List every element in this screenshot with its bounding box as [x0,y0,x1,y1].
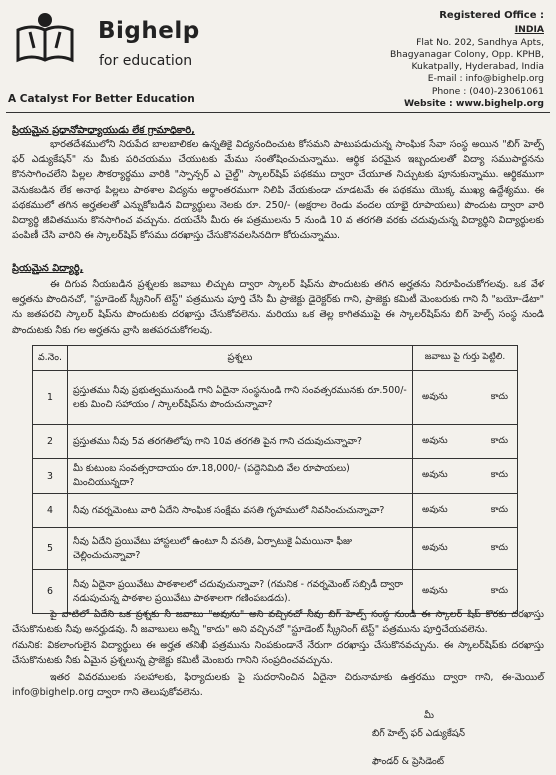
row-question: ప్రస్తుతము నీవు 5వ తరగతిలోపు గాని 10వ తరగతి పైన గాని చదువుచున్నావా? [67,425,412,459]
table-header-row [33,346,518,371]
header-divider [6,112,550,113]
row-number: 2 [33,425,68,459]
row-number: 6 [33,570,68,614]
no-option[interactable]: కాదు [490,470,508,480]
table-row [33,459,518,494]
no-option[interactable]: కాదు [490,504,508,515]
no-option[interactable]: కాదు [490,585,508,596]
no-option[interactable]: కాదు [490,391,508,402]
office-line2: Bhagyanagar Colony, Opp. KPHB, [389,48,544,60]
header-answer: జవాబు పై గుర్తు పెట్టిలి. [413,346,518,371]
office-title: Registered Office : [439,10,544,21]
row-question: మీ కుటుంబ సంవత్సరాదాయం రూ.18,000/- (పద్దెనిమిది వేల రూపాయలు) మించియున్నదా? [67,459,412,494]
office-email[interactable]: E-mail : info@bighelp.org [427,73,544,85]
no-option[interactable]: కాదు [490,435,508,446]
row-question: నీవు ఏదైనా ప్రయివేటు పాఠశాలలో చదువుచున్నావా? (గమనిక - గవర్నమెంట్ సబ్సిడీ ద్వారా నడుపుచున్న పాఠశాల ప్రయివేటు పాఠశాలగా గణింపబడదు). [67,570,412,614]
header-questions: ప్రశ్నలు [67,346,412,371]
row-number: 1 [33,371,68,425]
yes-option[interactable]: అవును [422,391,448,402]
book-logo-icon [14,8,76,66]
row-question: ప్రస్తుతము నీవు ప్రభుత్వమునుండి గాని ఏదైనా సంస్థనుండి గాని సంవత్సరమునకు రూ.500/- లకు మించి సహాయం / స్కాలర్‌షిప్‌ను పొందుచున్నావా? [67,371,412,425]
note-paragraph: గమనిక: వికలాంగులైన విద్యార్థులు ఈ అర్హత తనిఖీ పత్రమును నింపకుండానే నేరుగా దరఖాస్తు చేసుకొనవచ్చును. ఈ స్కాలర్‌షిప్‌కు దరఖాస్తు చేసుకొనుటకు నీకు ఏమైన ప్రశ్నలున్న ప్రాజెక్టు కమిటీ మెంబరు గానిని సంప్రదించవచ్చును. [12,640,544,667]
office-country: INDIA [514,24,544,36]
yes-option[interactable]: అవును [422,542,448,553]
signature-title: ఫౌండర్ & ప్రెసిడెంట్ [372,756,444,767]
contact-paragraph: ఇతర వివరములకు సలహాలకు, ఫిర్యాదులకు పై సుదరానించిన ఏదైనా చిరునామాకు ఉత్తరము ద్వారా గాని, ఈ-మెయిల్ info@bighelp.org ద్వారా గాని తెలుపుకోవలెను. [12,672,544,699]
intro-paragraph: భారతదేశములోని నిరుపేద బాలబాలికల ఉన్నతికై విద్యనందించుట కోసమని పాటుపడుచున్న సాంఘిక సేవా సంస్థ అయిన "బిగ్ హెల్ప్ ఫర్ ఎడ్యుకేషన్" ను మీకు పరిచయము చేయుటకు మేము సంతోషించుచున్నాము. ఆర్థిక పరమైన ఇబ్బందులతో విద్యా సముపార్జనను కొనసాగించలేని పిల్లల సౌకర్యార్థము వారికి "స్పాన్సర్ ఎ చైల్డ్" స్కాలర్‌షిప్ పథకము ద్వారా చేయూత నిచ్చుటకు పూనుకున్నాము. ఆర్థికముగా వెనుకబడిన లేక అనాథ పిల్లలు పాఠశాల విద్యను అర్థాంతరముగా నిలిపి వేయకుండా చూడటమే ఈ పథకము యొక్క ముఖ్య ఉద్దేశ్యము. ఈ పథకములో తగిన అర్హతలతో ఎన్నుకోబడిన విద్యార్థులు నెలకు రూ. 250/- (అక్షరాల రెండు వందల యాభై రూపాయలు) పొందుట ద్వారా వారి విద్యార్థి జీవితమును కొనసాగించ వచ్చును. దయచేసి మీరు ఈ పత్రములను 5 నుండి 10 వ తరగతి వరకు చదువుచున్న విద్యార్థిని విద్యార్థులకు పంపిణీ చేసి వారిని ఈ స్కాలర్‌షిప్ కోసము దరఖాస్తు చేసుకొనవలసినదిగా కోరుచున్నాము. [12,139,544,242]
office-address [324,10,544,110]
yes-option[interactable]: అవును [422,435,448,446]
signature-org: బిగ్ హెల్ప్ ఫర్ ఎడ్యుకేషన్ [372,728,466,739]
row-number: 3 [33,459,68,494]
brand-subtitle: for education [99,53,193,69]
no-option[interactable]: కాదు [490,542,508,553]
office-phone: Phone : (040)-23061061 [431,85,544,97]
office-website[interactable]: Website : www.bighelp.org [403,98,544,110]
eligibility-paragraph: పై వాటిలో ఏదేని ఒక ప్రశ్నకు నీ జవాబు "అవును" అని వచ్చినచో నీవు బిగ్ హెల్ప్ సంస్థ నుండి ఈ స్కాలర్ షిప్ కొరకు దరఖాస్తు చేసుకొనుటకు నీవు అనర్హుడవు. నీ జవాబులు అన్నీ "కాదు" అని వచ్చినచో "స్టూడెంట్ స్క్రీనింగ్ టెస్ట్" పత్రమును పూర్తిచేయవలెను. [12,609,544,636]
tagline: A Catalyst For Better Education [8,93,195,105]
table-row [33,528,518,570]
brand-name: Bighelp [98,18,200,44]
instruction-paragraph: ఈ దిగువ నీయబడిన ప్రశ్నలకు జవాబు లిచ్చుట ద్వారా స్కాలర్ షిప్‌ను పొందుటకు తగిన అర్హతను నిరూపించుకోగలవు. ఒక వేళ అర్హతను పొందినచో, "స్టూడెంట్ స్క్రీనింగ్ టెస్ట్" పత్రమును పూర్తి చేసి మీ ప్రాజెక్టు డైరెక్టర్‌కు గాని, ప్రాజెక్టు కమిటీ మెంబరుకు గాని నీ "బయో-డేటా" ను జతపరచి స్కాలర్ షిప్‌ను పొందుటకు దరఖాస్తు చేసుకోవలెను. మరియు ఒక తెల్ల కాగితముపై ఈ స్కాలర్‌షిప్‌ను బిగ్ హెల్ప్ సంస్థ నుండి పొందుటకు నీకు గల అర్హతను వ్రాసి జతపరచుకోగలవు. [12,279,544,336]
row-question: నీవు గవర్నమెంటు వారి ఏదేని సాంఘిక సంక్షేమ వసతి గృహములో నివసించుచున్నావా? [67,494,412,528]
office-line1: Flat No. 202, Sandhya Apts, [416,36,544,48]
yes-option[interactable]: అవును [422,585,448,596]
row-question: నీవు ఏదేని ప్రయివేటు హాస్టలులో ఉంటూ నీ వసతి, ఏర్పాటుకై ఏమయినా ఫీజు చెల్లించుచున్నావా? [67,528,412,570]
signature-mee: మీ [424,710,434,721]
row-number: 5 [33,528,68,570]
table-row [33,425,518,459]
salutation-headmaster: ప్రియమైన ప్రధానోపాధ్యాయుడు లేక గ్రామాధికారి, [12,125,195,136]
header-serial: వ.నెం. [33,346,68,371]
eligibility-table [32,345,518,614]
yes-option[interactable]: అవును [422,504,448,515]
table-row [33,494,518,528]
salutation-student: ప్రియమైన విద్యార్థి, [12,263,84,274]
row-number: 4 [33,494,68,528]
table-row [33,371,518,425]
yes-option[interactable]: అవును [422,470,448,480]
office-line3: Kukatpally, Hyderabad, India [411,61,544,73]
